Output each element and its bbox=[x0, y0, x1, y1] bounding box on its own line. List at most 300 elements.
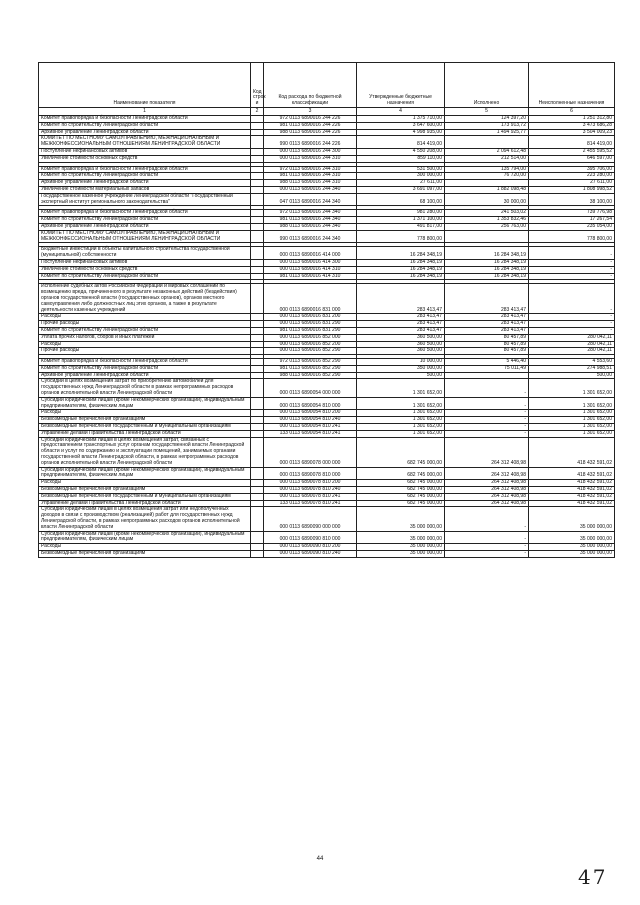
unexecuted-amount-cell: 1 251 312,80 bbox=[529, 116, 615, 123]
approved-amount-cell: 4 998 935,00 bbox=[357, 129, 445, 136]
budget-code-cell: 000 0113 6890016 831 000 bbox=[264, 284, 357, 314]
indicator-name-cell: Управление делами Правительства Ленинградской области bbox=[39, 500, 251, 507]
column-number: 2 bbox=[251, 108, 264, 116]
budget-code-cell: 000 0113 6890016 831 290 bbox=[264, 321, 357, 328]
unexecuted-amount-cell: - bbox=[529, 321, 615, 328]
executed-amount-cell bbox=[445, 230, 529, 243]
budget-code-cell: 972 0113 6890016 244 226 bbox=[264, 116, 357, 123]
executed-amount-cell: 173 913,72 bbox=[445, 122, 529, 129]
budget-code-cell: 000 0113 6890090 810 240 bbox=[264, 551, 357, 558]
approved-amount-cell: 682 745 000,00 bbox=[357, 480, 445, 487]
budget-code-cell: 988 0113 6890016 244 340 bbox=[264, 223, 357, 230]
budget-code-cell: 000 0113 6890016 852 290 bbox=[264, 348, 357, 355]
approved-amount-cell: 1 301 652,00 bbox=[357, 379, 445, 397]
column-number: 1 bbox=[39, 108, 251, 116]
unexecuted-amount-cell: 1 301 652,00 bbox=[529, 417, 615, 424]
executed-amount-cell: 16 284 348,19 bbox=[445, 273, 529, 280]
approved-amount-cell: 16 284 348,19 bbox=[357, 247, 445, 260]
unexecuted-amount-cell: - bbox=[529, 284, 615, 314]
unexecuted-amount-cell: 1 301 652,00 bbox=[529, 410, 615, 417]
line-code-cell bbox=[251, 397, 264, 410]
line-code-cell bbox=[251, 321, 264, 328]
executed-amount-cell: 30 000,00 bbox=[445, 193, 529, 206]
budget-code-cell: 000 0113 6890054 000 000 bbox=[264, 379, 357, 397]
indicator-name-cell: Субсидии юридическим лицам в целях возмещения затрат, связанных с предоставлением транспортных услуг органам государственной власти Ленинградской области и услуг по содержанию и эксплуатации помещений, занимаемых органами государственной власти Ленинградской области, в рамках непрограммных расходов органов исполнительной власти Ленинградской области bbox=[39, 437, 251, 467]
header-approved: Утвержденные бюджетные назначения bbox=[357, 63, 445, 108]
line-code-cell bbox=[251, 365, 264, 372]
indicator-name-cell: Субсидии юридическим лицам (кроме некоммерческих организаций), индивидуальным предпринимателям, физическим лицам bbox=[39, 531, 251, 544]
line-code-cell bbox=[251, 341, 264, 348]
executed-amount-cell: 283 413,47 bbox=[445, 314, 529, 321]
unexecuted-amount-cell: 223 280,00 bbox=[529, 173, 615, 180]
approved-amount-cell: 859 110,00 bbox=[357, 155, 445, 162]
page-number: 44 bbox=[316, 856, 324, 862]
approved-amount-cell: 16 284 348,19 bbox=[357, 259, 445, 266]
unexecuted-amount-cell: 27 611,00 bbox=[529, 180, 615, 187]
unexecuted-amount-cell: 274 988,51 bbox=[529, 365, 615, 372]
indicator-name-cell: Комитет по строительству Ленинградской области bbox=[39, 122, 251, 129]
indicator-name-cell: Расходы bbox=[39, 480, 251, 487]
indicator-name-cell: Увеличение стоимости материальных запасов bbox=[39, 186, 251, 193]
table-row bbox=[39, 348, 615, 355]
line-code-cell bbox=[251, 410, 264, 417]
table-body bbox=[39, 116, 615, 558]
line-code-cell bbox=[251, 217, 264, 224]
unexecuted-amount-cell: 1 301 652,00 bbox=[529, 430, 615, 437]
budget-code-cell: 000 0113 6890016 244 300 bbox=[264, 148, 357, 155]
indicator-name-cell: КОМИТЕТ ПО МЕСТНОМУ САМОУПРАВЛЕНИЮ, МЕЖНАЦИОНАЛЬНЫМ И МЕЖКОНФЕССИОНАЛЬНЫМ ОТНОШЕНИЯМ ЛЕНИНГРАДСКОЙ ОБЛАСТИ bbox=[39, 136, 251, 149]
unexecuted-amount-cell: 235 054,00 bbox=[529, 223, 615, 230]
budget-code-cell: 988 0113 6890016 852 290 bbox=[264, 372, 357, 379]
handwritten-page-stamp: 47 bbox=[578, 865, 608, 889]
approved-amount-cell: 682 745 000,00 bbox=[357, 487, 445, 494]
approved-amount-cell: 10 000,00 bbox=[357, 359, 445, 366]
approved-amount-cell: 491 817,00 bbox=[357, 223, 445, 230]
indicator-name-cell: Расходы bbox=[39, 341, 251, 348]
budget-code-cell: 990 0113 6890016 244 340 bbox=[264, 230, 357, 243]
executed-amount-cell: - bbox=[445, 531, 529, 544]
table-row bbox=[39, 551, 615, 558]
unexecuted-amount-cell: 418 432 591,02 bbox=[529, 500, 615, 507]
approved-amount-cell: 500,00 bbox=[357, 372, 445, 379]
executed-amount-cell: 212 514,00 bbox=[445, 155, 529, 162]
line-code-cell bbox=[251, 327, 264, 334]
executed-amount-cell: 283 413,47 bbox=[445, 327, 529, 334]
line-code-cell bbox=[251, 487, 264, 494]
column-number: 3 bbox=[264, 108, 357, 116]
approved-amount-cell: 360 500,00 bbox=[357, 341, 445, 348]
column-number: 4 bbox=[357, 108, 445, 116]
table-row bbox=[39, 507, 615, 531]
executed-amount-cell: 1 882 098,48 bbox=[445, 186, 529, 193]
line-code-cell bbox=[251, 284, 264, 314]
indicator-name-cell: Субсидии юридическим лицам в целях возмещения затрат или недополученных доходов в связи с производством (реализацией) работ для государственных нужд Ленинградской области, в рамках непрограммных расходов органов исполнительной власти Ленинградской области bbox=[39, 507, 251, 531]
unexecuted-amount-cell: - bbox=[529, 273, 615, 280]
unexecuted-amount-cell: 35 000 000,00 bbox=[529, 551, 615, 558]
line-code-cell bbox=[251, 116, 264, 123]
approved-amount-cell: 3 691 097,00 bbox=[357, 186, 445, 193]
executed-amount-cell: - bbox=[445, 430, 529, 437]
indicator-name-cell: Комитет по строительству Ленинградской области bbox=[39, 217, 251, 224]
line-code-cell bbox=[251, 480, 264, 487]
approved-amount-cell: 682 745 000,00 bbox=[357, 493, 445, 500]
executed-amount-cell: 75 011,49 bbox=[445, 365, 529, 372]
budget-code-cell: 000 0113 6890016 244 310 bbox=[264, 155, 357, 162]
executed-amount-cell: 80 457,89 bbox=[445, 341, 529, 348]
unexecuted-amount-cell: 280 042,11 bbox=[529, 348, 615, 355]
unexecuted-amount-cell: 739 776,98 bbox=[529, 210, 615, 217]
executed-amount-cell bbox=[445, 372, 529, 379]
table-row bbox=[39, 266, 615, 273]
header-executed: Исполнено bbox=[445, 63, 529, 108]
approved-amount-cell: 350 000,00 bbox=[357, 365, 445, 372]
executed-amount-cell: 283 413,47 bbox=[445, 321, 529, 328]
line-code-cell bbox=[251, 136, 264, 149]
line-code-cell bbox=[251, 122, 264, 129]
unexecuted-amount-cell: 1 301 652,00 bbox=[529, 379, 615, 397]
budget-code-cell: 000 0113 6890016 852 000 bbox=[264, 334, 357, 341]
unexecuted-amount-cell: 418 432 591,02 bbox=[529, 480, 615, 487]
budget-code-cell: 000 0113 6890016 414 000 bbox=[264, 247, 357, 260]
approved-amount-cell: 35 000 000,00 bbox=[357, 507, 445, 531]
budget-code-cell: 981 0113 6890016 852 290 bbox=[264, 365, 357, 372]
approved-amount-cell: 283 413,47 bbox=[357, 321, 445, 328]
report-sheet bbox=[38, 62, 614, 558]
table-row bbox=[39, 397, 615, 410]
unexecuted-amount-cell: 418 432 591,02 bbox=[529, 493, 615, 500]
budget-code-cell: 047 0113 6890016 244 340 bbox=[264, 193, 357, 206]
executed-amount-cell: 2 094 612,48 bbox=[445, 148, 529, 155]
indicator-name-cell: Комитет правопорядка и безопасности Ленинградской области bbox=[39, 359, 251, 366]
approved-amount-cell: 16 284 348,19 bbox=[357, 266, 445, 273]
table-row bbox=[39, 531, 615, 544]
header-line-code: Код строк и bbox=[251, 63, 264, 108]
line-code-cell bbox=[251, 180, 264, 187]
executed-amount-cell: 124 397,20 bbox=[445, 116, 529, 123]
table-row bbox=[39, 284, 615, 314]
executed-amount-cell: - bbox=[445, 507, 529, 531]
budget-code-cell: 972 0113 6890016 852 290 bbox=[264, 359, 357, 366]
approved-amount-cell: 360 500,00 bbox=[357, 334, 445, 341]
approved-amount-cell: 300 000,00 bbox=[357, 173, 445, 180]
line-code-cell bbox=[251, 544, 264, 551]
indicator-name-cell: Субсидии в целях возмещения затрат по приобретению автомобилей для государственных нужд Ленинградской области в рамках непрограммных расходов органов исполнительной власти Ленинградской области bbox=[39, 379, 251, 397]
unexecuted-amount-cell: 3 473 686,28 bbox=[529, 122, 615, 129]
table-row bbox=[39, 273, 615, 280]
unexecuted-amount-cell: 814 419,00 bbox=[529, 136, 615, 149]
line-code-cell bbox=[251, 437, 264, 467]
executed-amount-cell: 5 446,40 bbox=[445, 359, 529, 366]
approved-amount-cell: 16 284 348,19 bbox=[357, 273, 445, 280]
line-code-cell bbox=[251, 507, 264, 531]
indicator-name-cell: Безвозмездные перечисления организациям bbox=[39, 487, 251, 494]
indicator-name-cell: Комитет правопорядка и безопасности Ленинградской области bbox=[39, 116, 251, 123]
indicator-name-cell: Расходы bbox=[39, 544, 251, 551]
executed-amount-cell: 264 312 408,98 bbox=[445, 500, 529, 507]
line-code-cell bbox=[251, 314, 264, 321]
indicator-name-cell: Комитет по строительству Ленинградской области bbox=[39, 365, 251, 372]
budget-code-cell: 972 0113 6890016 244 310 bbox=[264, 166, 357, 173]
table-row bbox=[39, 136, 615, 149]
indicator-name-cell: Безвозмездные перечисления государственным и муниципальным организациям bbox=[39, 424, 251, 431]
executed-amount-cell: 80 457,89 bbox=[445, 348, 529, 355]
budget-code-cell: 000 0113 6890090 810 000 bbox=[264, 531, 357, 544]
header-budget-code: Код расхода по бюджетной классификации bbox=[264, 63, 357, 108]
approved-amount-cell: 35 000 000,00 bbox=[357, 551, 445, 558]
table-row bbox=[39, 437, 615, 467]
line-code-cell bbox=[251, 193, 264, 206]
unexecuted-amount-cell: 1 301 652,00 bbox=[529, 397, 615, 410]
table-row bbox=[39, 155, 615, 162]
unexecuted-amount-cell: 2 455 595,52 bbox=[529, 148, 615, 155]
unexecuted-amount-cell: - bbox=[529, 266, 615, 273]
executed-amount-cell: 264 312 408,98 bbox=[445, 487, 529, 494]
table-row bbox=[39, 334, 615, 341]
executed-amount-cell: 80 457,89 bbox=[445, 334, 529, 341]
executed-amount-cell: - bbox=[445, 544, 529, 551]
indicator-name-cell: КОМИТЕТ ПО МЕСТНОМУ САМОУПРАВЛЕНИЮ, МЕЖНАЦИОНАЛЬНЫМ И МЕЖКОНФЕССИОНАЛЬНЫМ ОТНОШЕНИЯМ ЛЕНИНГРАДСКОЙ ОБЛАСТИ bbox=[39, 230, 251, 243]
line-code-cell bbox=[251, 148, 264, 155]
approved-amount-cell: 682 745 000,00 bbox=[357, 437, 445, 467]
unexecuted-amount-cell: 646 597,00 bbox=[529, 155, 615, 162]
approved-amount-cell: 1 371 100,00 bbox=[357, 217, 445, 224]
line-code-cell bbox=[251, 334, 264, 341]
indicator-name-cell: Бюджетные инвестиции в объекты капитального строительства государственной (муниципальной) собственности bbox=[39, 247, 251, 260]
unexecuted-amount-cell: - bbox=[529, 247, 615, 260]
executed-amount-cell: 16 284 348,19 bbox=[445, 266, 529, 273]
table-row bbox=[39, 230, 615, 243]
indicator-name-cell: Субсидии юридическим лицам (кроме некоммерческих организаций), индивидуальным предпринимателям, физическим лицам bbox=[39, 397, 251, 410]
unexecuted-amount-cell: 17 267,54 bbox=[529, 217, 615, 224]
line-code-cell bbox=[251, 166, 264, 173]
line-code-cell bbox=[251, 230, 264, 243]
executed-amount-cell: - bbox=[445, 410, 529, 417]
indicator-name-cell: Расходы bbox=[39, 410, 251, 417]
indicator-name-cell: Безвозмездные перечисления организациям bbox=[39, 417, 251, 424]
executed-amount-cell: 16 284 348,19 bbox=[445, 247, 529, 260]
budget-code-cell: 000 0113 6890016 414 310 bbox=[264, 266, 357, 273]
indicator-name-cell: Комитет правопорядка и безопасности Ленинградской области bbox=[39, 210, 251, 217]
approved-amount-cell: 283 413,47 bbox=[357, 284, 445, 314]
executed-amount-cell: 264 312 408,98 bbox=[445, 467, 529, 480]
budget-code-cell: 133 0113 6890054 810 241 bbox=[264, 430, 357, 437]
line-code-cell bbox=[251, 266, 264, 273]
approved-amount-cell: 531 500,00 bbox=[357, 166, 445, 173]
unexecuted-amount-cell: 418 432 591,02 bbox=[529, 467, 615, 480]
line-code-cell bbox=[251, 186, 264, 193]
indicator-name-cell: Комитет по строительству Ленинградской области bbox=[39, 273, 251, 280]
unexecuted-amount-cell: 38 100,00 bbox=[529, 193, 615, 206]
indicator-name-cell: Комитет правопорядка и безопасности Ленинградской области bbox=[39, 166, 251, 173]
unexecuted-amount-cell: 4 553,60 bbox=[529, 359, 615, 366]
approved-amount-cell: 1 301 652,00 bbox=[357, 417, 445, 424]
executed-amount-cell: 135 794,00 bbox=[445, 166, 529, 173]
unexecuted-amount-cell: 3 504 009,23 bbox=[529, 129, 615, 136]
approved-amount-cell: 1 301 652,00 bbox=[357, 410, 445, 417]
unexecuted-amount-cell: 35 000 000,00 bbox=[529, 507, 615, 531]
budget-code-cell: 988 0113 6890016 244 310 bbox=[264, 180, 357, 187]
unexecuted-amount-cell: 1 301 652,00 bbox=[529, 424, 615, 431]
unexecuted-amount-cell: 418 432 591,02 bbox=[529, 437, 615, 467]
budget-code-cell: 000 0113 6890090 810 200 bbox=[264, 544, 357, 551]
budget-code-cell: 988 0113 6890016 244 226 bbox=[264, 129, 357, 136]
unexecuted-amount-cell: 280 042,11 bbox=[529, 334, 615, 341]
executed-amount-cell: 1 353 832,46 bbox=[445, 217, 529, 224]
unexecuted-amount-cell: - bbox=[529, 327, 615, 334]
line-code-cell bbox=[251, 467, 264, 480]
table-header bbox=[39, 63, 615, 116]
line-code-cell bbox=[251, 500, 264, 507]
indicator-name-cell: Расходы bbox=[39, 314, 251, 321]
unexecuted-amount-cell: 395 706,00 bbox=[529, 166, 615, 173]
indicator-name-cell: Субсидии юридическим лицам (кроме некоммерческих организаций), индивидуальным предпринимателям, физическим лицам bbox=[39, 467, 251, 480]
table-row bbox=[39, 467, 615, 480]
indicator-name-cell: Увеличение стоимости основных средств bbox=[39, 155, 251, 162]
budget-code-cell: 000 0113 6890054 810 241 bbox=[264, 424, 357, 431]
indicator-name-cell: Государственное казенное учреждение Ленинградской области "Государственный экспертный институт регионального законодательства" bbox=[39, 193, 251, 206]
table-row bbox=[39, 247, 615, 260]
column-number: 6 bbox=[529, 108, 615, 116]
executed-amount-cell: 256 763,00 bbox=[445, 223, 529, 230]
budget-code-cell: 000 0113 6890090 000 000 bbox=[264, 507, 357, 531]
line-code-cell bbox=[251, 273, 264, 280]
approved-amount-cell: 682 745 000,00 bbox=[357, 467, 445, 480]
approved-amount-cell: 3 647 600,00 bbox=[357, 122, 445, 129]
executed-amount-cell: 1 494 925,77 bbox=[445, 129, 529, 136]
unexecuted-amount-cell: - bbox=[529, 314, 615, 321]
line-code-cell bbox=[251, 129, 264, 136]
approved-amount-cell: 283 413,47 bbox=[357, 314, 445, 321]
line-code-cell bbox=[251, 417, 264, 424]
unexecuted-amount-cell: 778 800,00 bbox=[529, 230, 615, 243]
budget-code-cell: 981 0113 6890016 244 226 bbox=[264, 122, 357, 129]
indicator-name-cell: Поступление нефинансовых активов bbox=[39, 259, 251, 266]
budget-code-cell: 981 0113 6890016 831 290 bbox=[264, 327, 357, 334]
executed-amount-cell: - bbox=[445, 417, 529, 424]
executed-amount-cell: 264 312 408,98 bbox=[445, 480, 529, 487]
approved-amount-cell: 1 301 652,00 bbox=[357, 430, 445, 437]
executed-amount-cell bbox=[445, 136, 529, 149]
indicator-name-cell: Прочие расходы bbox=[39, 348, 251, 355]
line-code-cell bbox=[251, 424, 264, 431]
unexecuted-amount-cell: - bbox=[529, 259, 615, 266]
indicator-name-cell: Безвозмездные перечисления организациям bbox=[39, 551, 251, 558]
unexecuted-amount-cell: 35 000 000,00 bbox=[529, 531, 615, 544]
approved-amount-cell: 283 413,47 bbox=[357, 327, 445, 334]
approved-amount-cell: 360 500,00 bbox=[357, 348, 445, 355]
indicator-name-cell: Комитет по строительству Ленинградской области bbox=[39, 173, 251, 180]
budget-code-cell: 981 0113 6890016 244 340 bbox=[264, 217, 357, 224]
approved-amount-cell: 1 301 652,00 bbox=[357, 397, 445, 410]
executed-amount-cell: 16 284 348,19 bbox=[445, 259, 529, 266]
budget-code-cell: 990 0113 6890016 244 226 bbox=[264, 136, 357, 149]
budget-code-cell: 000 0113 6890016 831 200 bbox=[264, 314, 357, 321]
budget-code-cell: 000 0113 6890054 810 240 bbox=[264, 417, 357, 424]
budget-code-cell: 000 0113 6890078 000 000 bbox=[264, 437, 357, 467]
approved-amount-cell: 68 100,00 bbox=[357, 193, 445, 206]
budget-execution-table bbox=[38, 62, 615, 558]
header-unexecuted: Неисполненные назначения bbox=[529, 63, 615, 108]
budget-code-cell: 000 0113 6890016 244 340 bbox=[264, 186, 357, 193]
table-row bbox=[39, 379, 615, 397]
budget-code-cell: 000 0113 6890078 810 200 bbox=[264, 480, 357, 487]
column-number: 5 bbox=[445, 108, 529, 116]
line-code-cell bbox=[251, 531, 264, 544]
executed-amount-cell: 264 312 408,98 bbox=[445, 437, 529, 467]
budget-code-cell: 000 0113 6890078 810 000 bbox=[264, 467, 357, 480]
header-indicator-name: Наименование показателя bbox=[39, 63, 251, 108]
budget-code-cell: 000 0113 6890016 852 200 bbox=[264, 341, 357, 348]
approved-amount-cell: 27 611,00 bbox=[357, 180, 445, 187]
line-code-cell bbox=[251, 493, 264, 500]
indicator-name-cell: Комитет по строительству Ленинградской области bbox=[39, 327, 251, 334]
approved-amount-cell: 1 375 710,00 bbox=[357, 116, 445, 123]
unexecuted-amount-cell: 1 808 998,52 bbox=[529, 186, 615, 193]
budget-code-cell: 000 0113 6890078 810 241 bbox=[264, 493, 357, 500]
unexecuted-amount-cell: 280 042,11 bbox=[529, 341, 615, 348]
budget-code-cell: 000 0113 6890016 414 300 bbox=[264, 259, 357, 266]
approved-amount-cell: 682 745 000,00 bbox=[357, 500, 445, 507]
approved-amount-cell: 35 000 000,00 bbox=[357, 531, 445, 544]
executed-amount-cell: 264 312 408,98 bbox=[445, 493, 529, 500]
approved-amount-cell: 35 000 000,00 bbox=[357, 544, 445, 551]
budget-code-cell: 981 0113 6890016 244 310 bbox=[264, 173, 357, 180]
executed-amount-cell: 76 720,00 bbox=[445, 173, 529, 180]
budget-code-cell: 133 0113 6890078 810 241 bbox=[264, 500, 357, 507]
indicator-name-cell: Архивное управление Ленинградской области bbox=[39, 372, 251, 379]
indicator-name-cell: Безвозмездные перечисления государственным и муниципальным организациям bbox=[39, 493, 251, 500]
line-code-cell bbox=[251, 210, 264, 217]
executed-amount-cell: - bbox=[445, 397, 529, 410]
budget-code-cell: 981 0113 6890016 414 310 bbox=[264, 273, 357, 280]
approved-amount-cell: 981 280,00 bbox=[357, 210, 445, 217]
approved-amount-cell: 814 419,00 bbox=[357, 136, 445, 149]
approved-amount-cell: 4 550 208,00 bbox=[357, 148, 445, 155]
indicator-name-cell: Поступление нефинансовых активов bbox=[39, 148, 251, 155]
line-code-cell bbox=[251, 348, 264, 355]
line-code-cell bbox=[251, 247, 264, 260]
approved-amount-cell: 1 301 652,00 bbox=[357, 424, 445, 431]
line-code-cell bbox=[251, 223, 264, 230]
budget-code-cell: 000 0113 6890078 810 240 bbox=[264, 487, 357, 494]
line-code-cell bbox=[251, 155, 264, 162]
line-code-cell bbox=[251, 430, 264, 437]
indicator-name-cell: Управление делами Правительства Ленинградской области bbox=[39, 430, 251, 437]
budget-code-cell: 000 0113 6890054 810 000 bbox=[264, 397, 357, 410]
indicator-name-cell: Прочие расходы bbox=[39, 321, 251, 328]
budget-code-cell: 972 0113 6890016 244 340 bbox=[264, 210, 357, 217]
unexecuted-amount-cell: 500,00 bbox=[529, 372, 615, 379]
executed-amount-cell: - bbox=[445, 551, 529, 558]
line-code-cell bbox=[251, 379, 264, 397]
indicator-name-cell: Исполнение судебных актов Российской Федерации и мировых соглашений по возмещению вреда, причиненного в результате незаконных действий (бездействия) органов государственной власти (государственных органов), органов местного самоуправления либо должностных лиц этих органов, а также в результате деятельности казенных учреждений bbox=[39, 284, 251, 314]
executed-amount-cell: - bbox=[445, 424, 529, 431]
indicator-name-cell: Архивное управление Ленинградской области bbox=[39, 223, 251, 230]
unexecuted-amount-cell: 418 432 591,02 bbox=[529, 487, 615, 494]
line-code-cell bbox=[251, 359, 264, 366]
executed-amount-cell: 283 413,47 bbox=[445, 284, 529, 314]
indicator-name-cell: Архивное управление Ленинградской области bbox=[39, 180, 251, 187]
unexecuted-amount-cell: 35 000 000,00 bbox=[529, 544, 615, 551]
indicator-name-cell: Уплата прочих налогов, сборов и иных платежей bbox=[39, 334, 251, 341]
indicator-name-cell: Увеличение стоимости основных средств bbox=[39, 266, 251, 273]
line-code-cell bbox=[251, 372, 264, 379]
executed-amount-cell: - bbox=[445, 379, 529, 397]
line-code-cell bbox=[251, 259, 264, 266]
indicator-name-cell: Архивное управление Ленинградской области bbox=[39, 129, 251, 136]
approved-amount-cell: 778 800,00 bbox=[357, 230, 445, 243]
line-code-cell bbox=[251, 173, 264, 180]
